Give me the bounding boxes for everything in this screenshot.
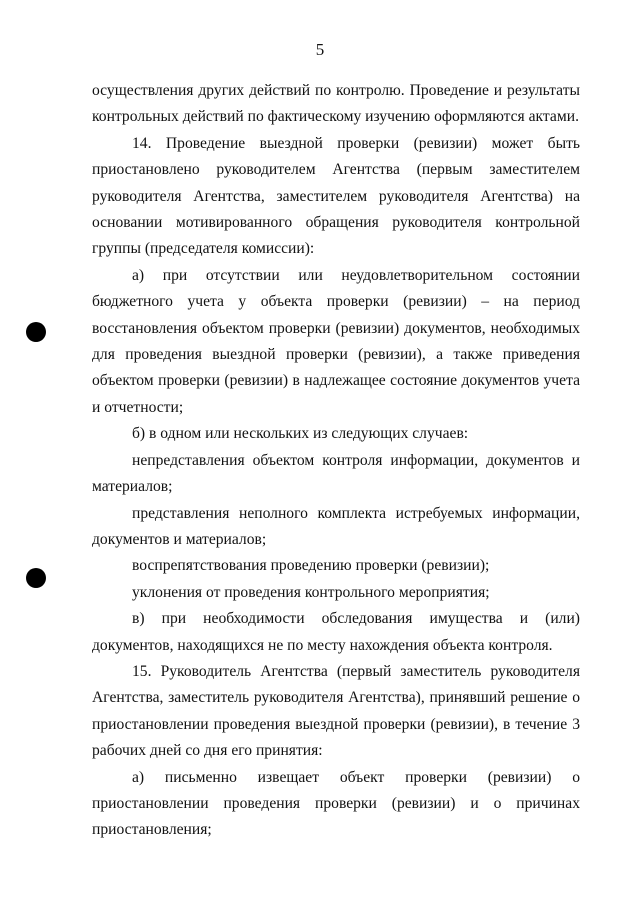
paragraph-subitem-v: в) при необходимости обследования имущества и (или) документов, находящихся не по месту нахождения объекта контроля. [92,610,580,654]
paragraph-subitem-b: б) в одном или нескольких из следующих случаев: [132,425,469,443]
document-body [92,78,580,844]
page-number: 5 [315,40,325,59]
punch-hole-mark [26,322,46,342]
paragraph-subitem-a: а) при отсутствии или неудовлетворительном состоянии бюджетного учета у объекта проверки (ревизии) – на период восстановления объектом проверки (ревизии) документов, необходимых для проведения выездной проверки (ревизии), а также приведения объектом проверки (ревизии) в надлежащее состояние документов учета и отчетности; [92,266,580,416]
paragraph-item-15-subitem-a: а) письменно извещает объект проверки (ревизии) о приостановлении проведения проверки (ревизии) и о причинах приостановления; [92,768,580,839]
paragraph-item-14: 14. Проведение выездной проверки (ревизии) может быть приостановлено руководителем Агентства (первым заместителем руководителя Агентства, заместителем руководителя Агентства) на основании мотивированного обращения руководителя контрольной группы (председателя комиссии): [92,134,580,258]
paragraph-case-incomplete: представления неполного комплекта истребуемых информации, документов и материалов; [92,504,580,548]
paragraph-case-obstruction: воспрепятствования проведению проверки (ревизии); [132,557,490,575]
punch-hole-mark [26,568,46,588]
paragraph-case-nonsubmission: непредставления объектом контроля информации, документов и материалов; [92,451,580,496]
paragraph-continuation: осуществления других действий по контролю. Проведение и результаты контрольных действий по фактическому изучению оформляются актами. [92,82,580,126]
paragraph-case-evasion: уклонения от проведения контрольного мероприятия; [132,583,490,601]
paragraph-item-15: 15. Руководитель Агентства (первый заместитель руководителя Агентства, заместитель руководителя Агентства), принявший решение о приостановлении проведения выездной проверки (ревизии), в течение 3 рабочих дней со дня его принятия: [92,662,580,760]
